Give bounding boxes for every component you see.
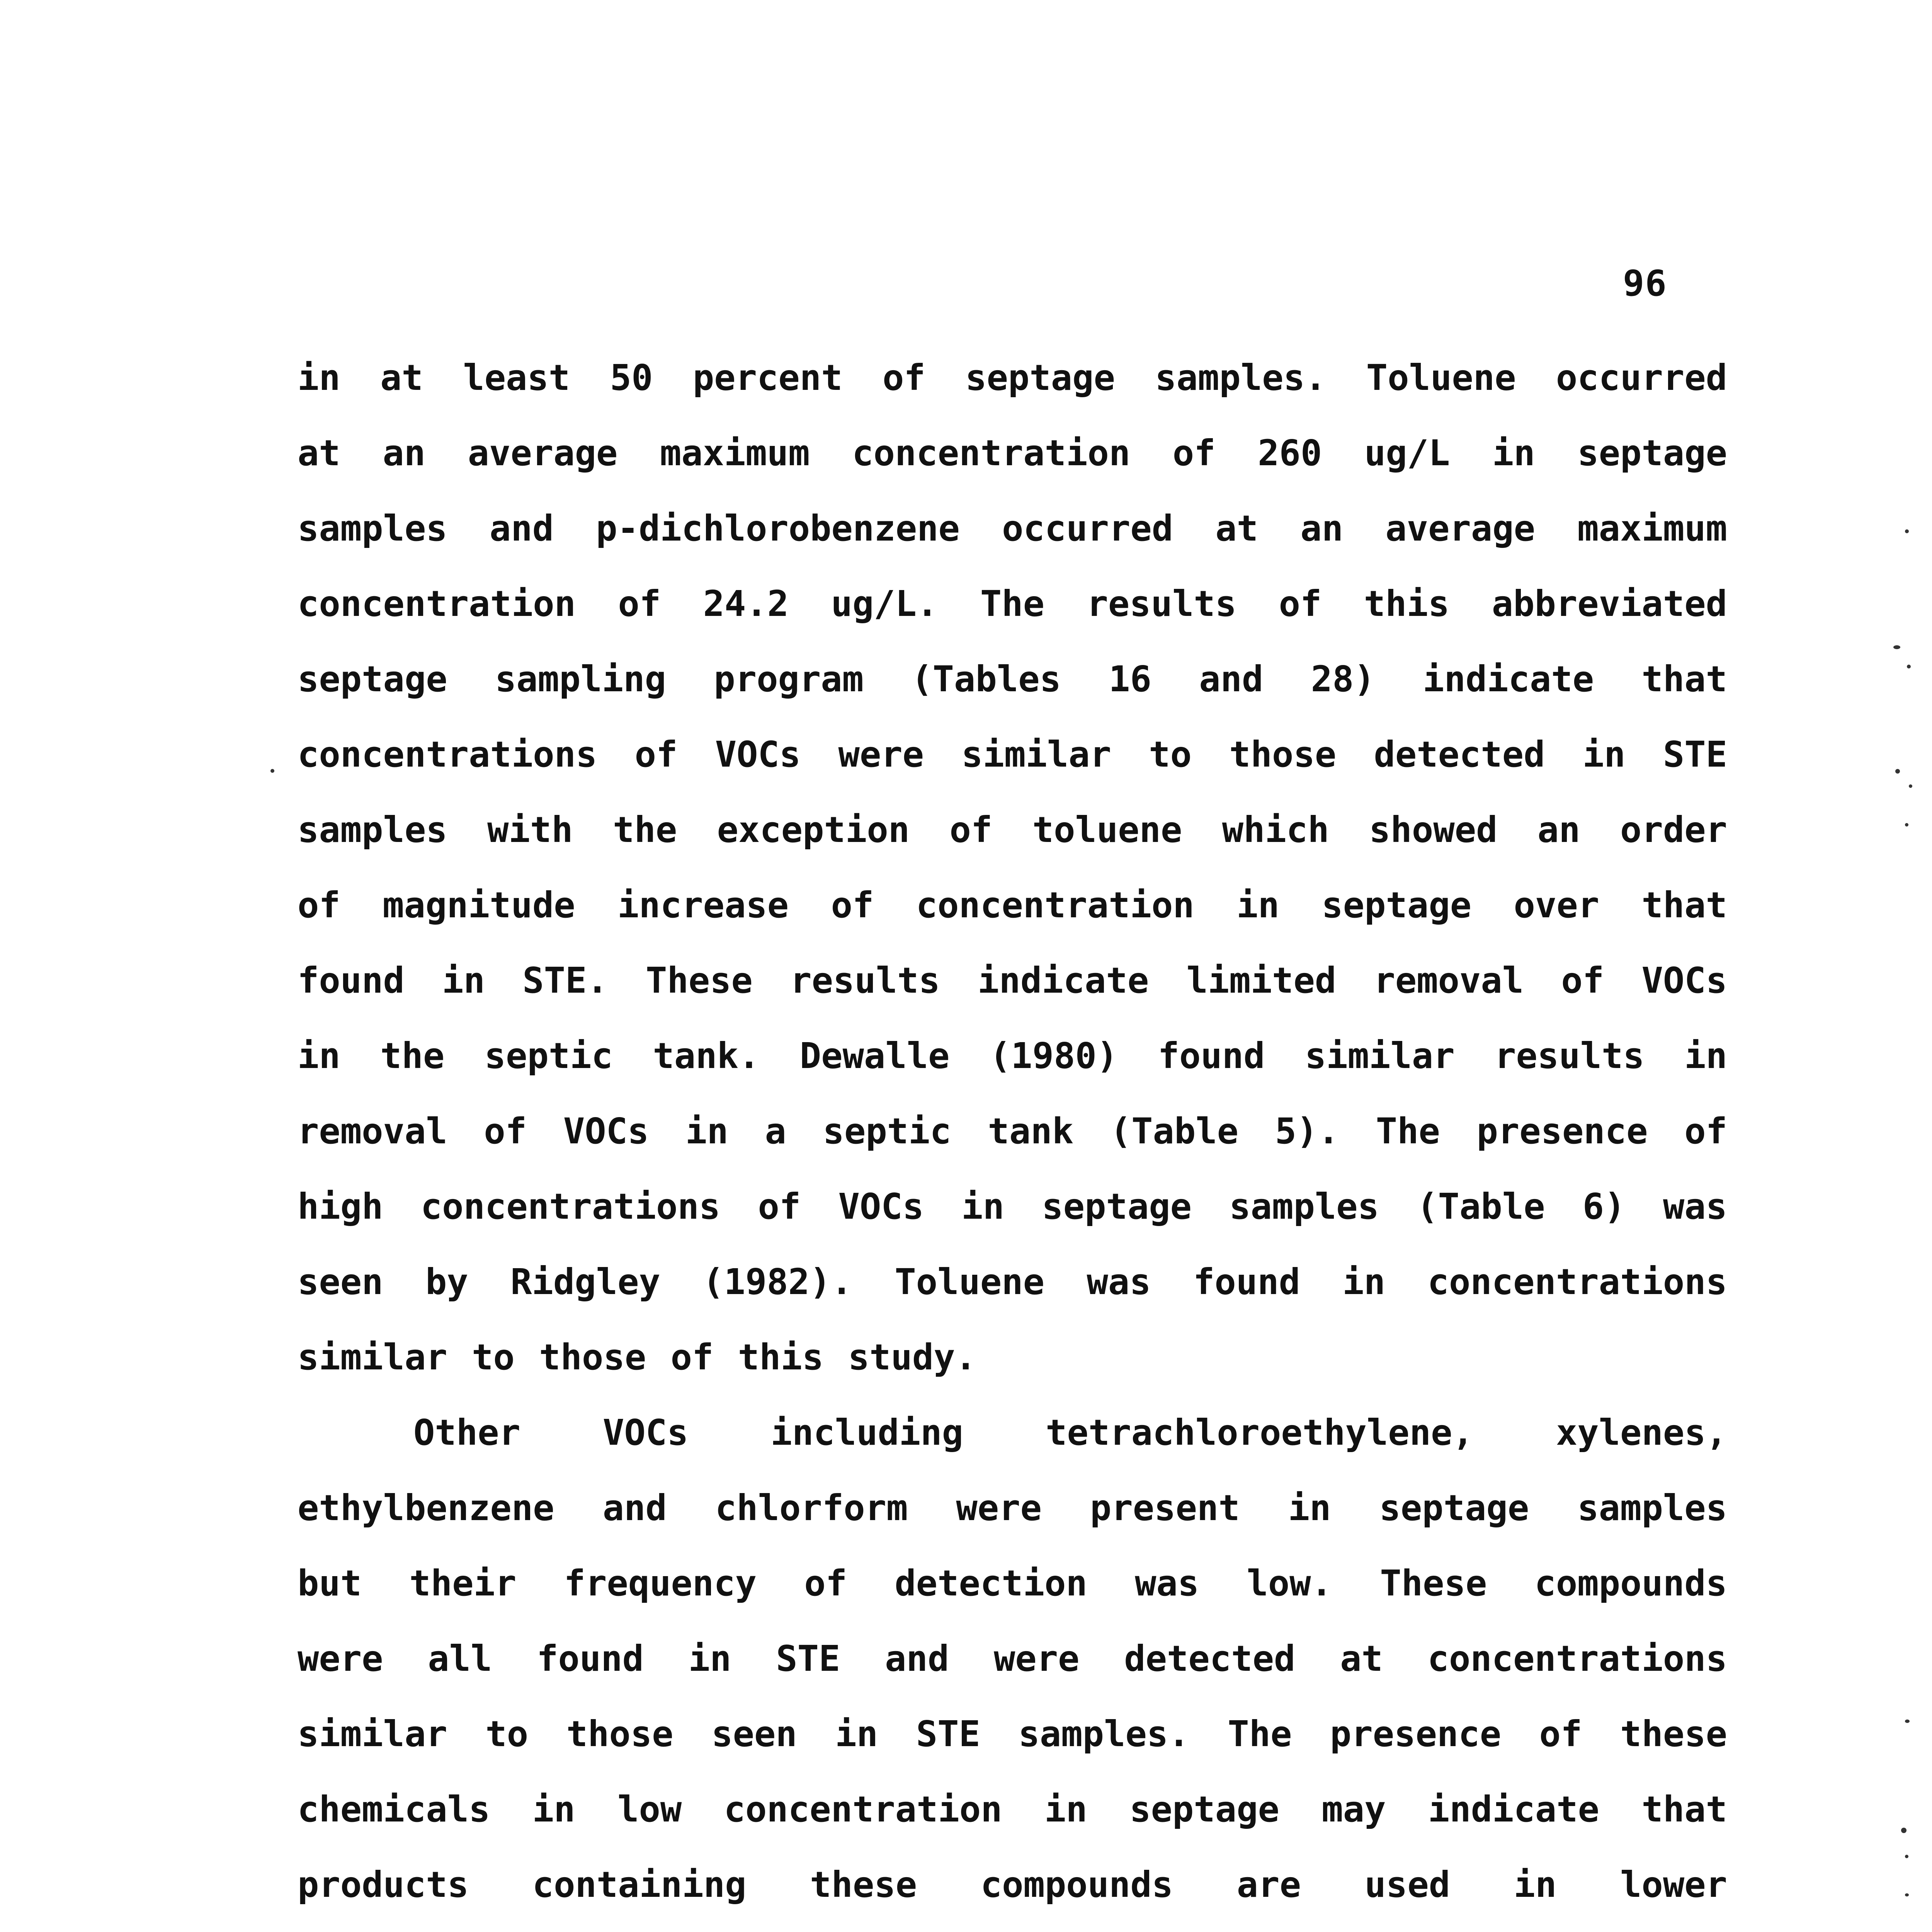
scan-speck xyxy=(1901,1828,1906,1833)
text-line xyxy=(298,1922,1727,1932)
text-line: concentration of 24.2 ug/L. The results of this abbreviated xyxy=(298,583,1727,624)
text-line: samples with the exception of toluene which showed an order xyxy=(298,809,1727,850)
scan-speck xyxy=(1895,769,1900,774)
text-line: at an average maximum concentration of 260 ug/L in septage xyxy=(298,432,1727,474)
scan-speck xyxy=(270,769,274,773)
text-line: were all found in STE and were detected at concentrations xyxy=(298,1638,1727,1679)
text-line: similar to those of this study. xyxy=(298,1337,977,1378)
scan-speck xyxy=(1893,645,1900,649)
text-line: concentrations of VOCs were similar to those detected in STE xyxy=(298,734,1727,775)
text-line: found in STE. These results indicate limited removal of VOCs xyxy=(298,960,1727,1001)
text-line: of magnitude increase of concentration in septage over that xyxy=(298,884,1727,926)
scan-speck xyxy=(1907,665,1911,668)
text-line: septage sampling program (Tables 16 and 28) indicate that xyxy=(298,658,1727,700)
text-line: products containing these compounds are used in lower xyxy=(298,1864,1727,1905)
text-line: chemicals in low concentration in septage may indicate that xyxy=(298,1789,1727,1830)
scan-speck xyxy=(1909,784,1912,788)
scan-speck xyxy=(1905,1855,1908,1858)
text-line: removal of VOCs in a septic tank (Table 5). The presence of xyxy=(298,1111,1727,1152)
text-line: high concentrations of VOCs in septage samples (Table 6) was xyxy=(298,1186,1727,1227)
page-number: 96 xyxy=(1623,263,1667,304)
scan-speck xyxy=(1905,1719,1910,1723)
text-line: Other VOCs including tetrachloroethylene, xylenes, xyxy=(413,1412,1727,1453)
text-line: in at least 50 percent of septage samples. Toluene occurred xyxy=(298,357,1727,398)
scan-speck xyxy=(1905,823,1908,827)
body-text xyxy=(298,340,1727,1932)
scan-speck xyxy=(1905,529,1909,533)
text-line: samples and p-dichlorobenzene occurred at an average maximum xyxy=(298,508,1727,549)
scan-speck xyxy=(1905,1893,1909,1896)
text-line: seen by Ridgley (1982). Toluene was found in concentrations xyxy=(298,1261,1727,1303)
text-line: ethylbenzene and chlorform were present in septage samples xyxy=(298,1487,1727,1529)
text-line: in the septic tank. Dewalle (1980) found similar results in xyxy=(298,1035,1727,1077)
text-line: similar to those seen in STE samples. The presence of these xyxy=(298,1713,1727,1755)
text-line: but their frequency of detection was low. These compounds xyxy=(298,1563,1727,1604)
